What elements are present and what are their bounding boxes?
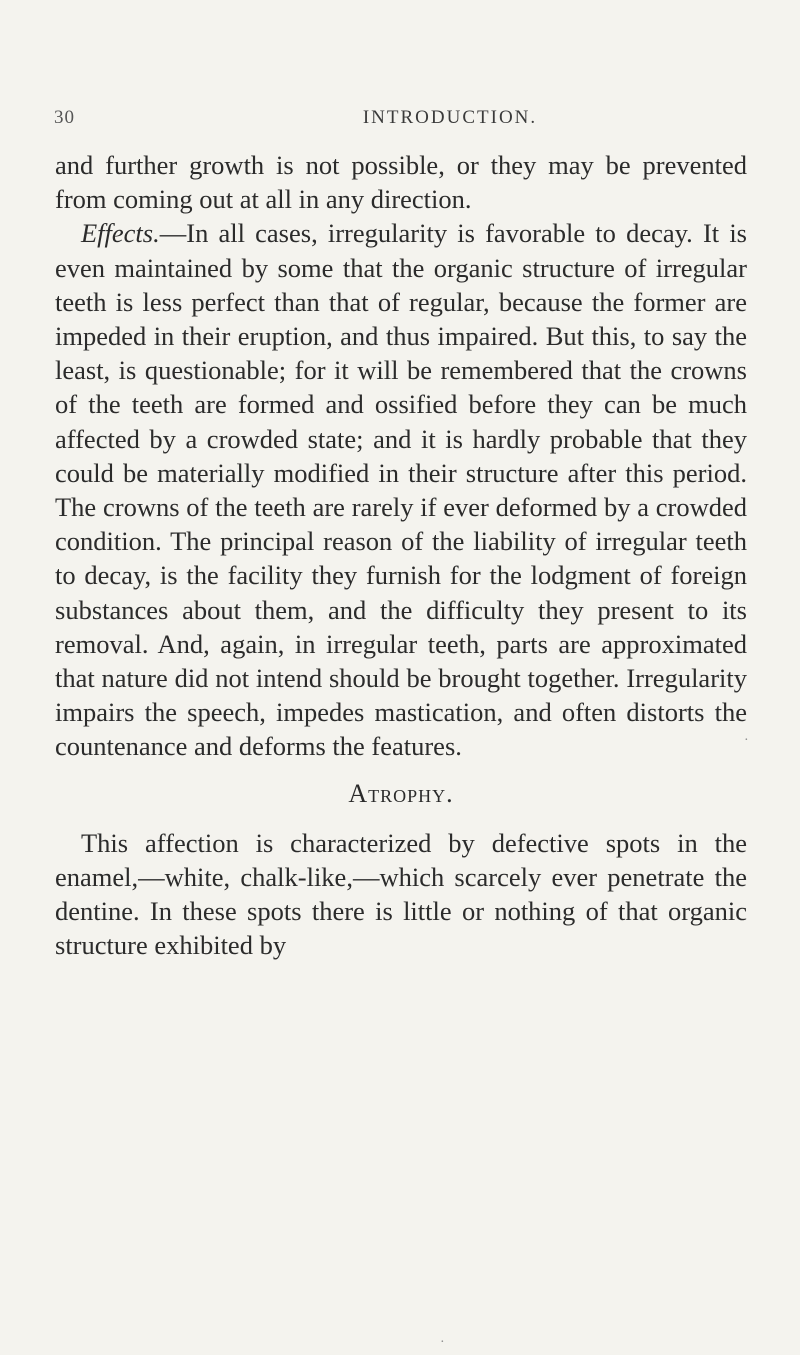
body-text (55, 148, 747, 963)
effects-label: Effects. (81, 218, 160, 249)
margin-speck-icon: · (744, 733, 749, 748)
bottom-speck-icon: · (440, 1335, 445, 1350)
paragraph-continuation: and further growth is not possible, or they may be prevented from coming out at all in any direction. (55, 150, 747, 215)
page-number: 30 (54, 107, 75, 128)
effects-body: —In all cases, irregularity is favorable to decay. It is even maintained by some that the organic structure of irregular teeth is less perfect than that of regular, because the former are impeded in their eruption, and thus impaired. But this, to say the least, is questionable; for it will be remembered that the crowns of the teeth are formed and ossified before they can be much affected by a crowded state; and it is hardly probable that they could be materially modified in their structure after this period. The crowns of the teeth are rarely if ever deformed by a crowded condition. The principal reason of the liability of irregular teeth to decay, is the facility they furnish for the lodgment of foreign substances about them, and the difficulty they present to its removal. And, again, in irregular teeth, parts are approximated that nature did not intend should be brought together. Irregularity impairs the speech, impedes mastication, and often distorts the countenance and deforms the features. (55, 218, 747, 762)
paragraph-effects (55, 216, 747, 763)
section-heading-atrophy: Atrophy. (348, 778, 454, 808)
running-head: INTRODUCTION. (362, 107, 538, 128)
page-header (45, 107, 755, 137)
paragraph-atrophy: This affection is characterized by defective spots in the enamel,—white, chalk-like,—which scarcely ever penetrate the dentine. In these spots there is little or nothing of that organic structure exhibited by (55, 827, 747, 961)
